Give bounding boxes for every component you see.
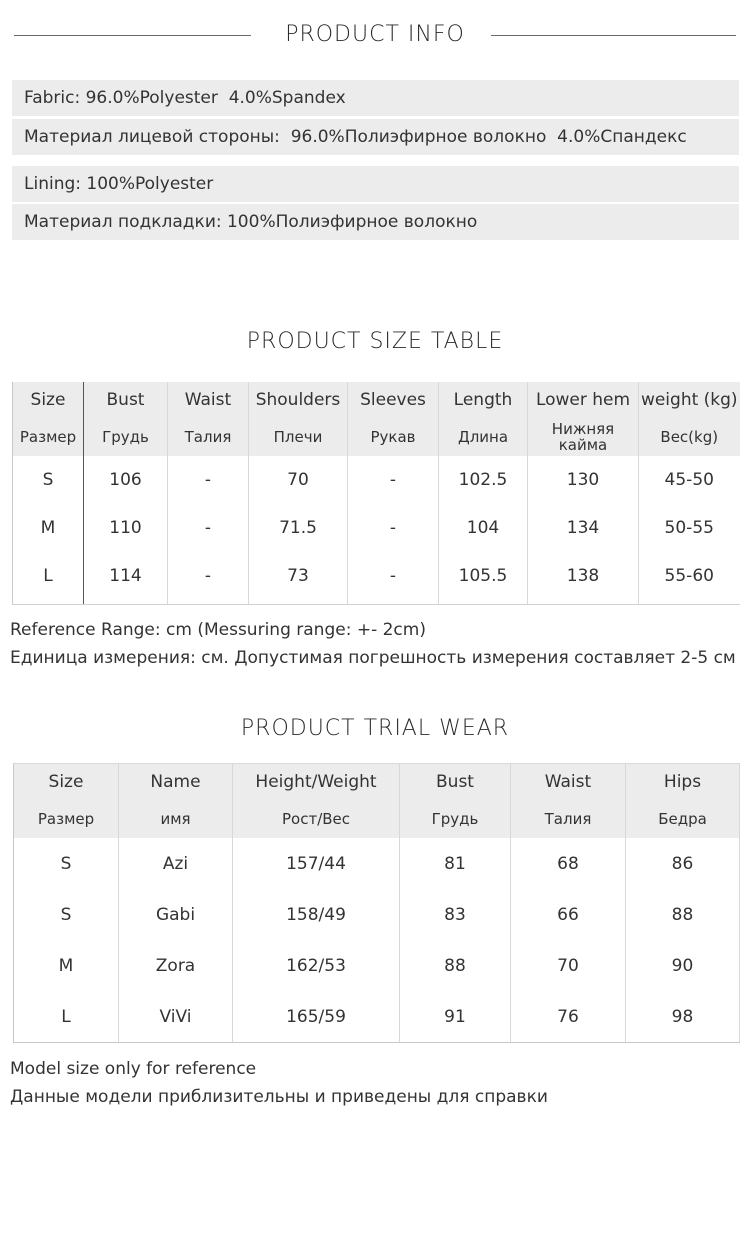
header-lower-hem: Lower hem	[528, 382, 639, 418]
cell: 88	[626, 889, 740, 940]
trial-note-en: Model size only for reference	[10, 1059, 257, 1079]
header-weight: weight (kg)	[639, 382, 740, 418]
header-shoulders: Shoulders	[249, 382, 348, 418]
header-ru-weight: Вес(kg)	[639, 418, 740, 456]
header-ru-lower-hem: Нижняя кайма	[528, 418, 639, 456]
header-bust: Bust	[400, 764, 511, 801]
cell: 104	[439, 504, 528, 552]
product-info-title: PRODUCT INFO	[285, 22, 465, 47]
size-note-ru: Единица измерения: см. Допустимая погрешность измерения составляет 2-5 см	[10, 648, 736, 668]
info-lining-ru-text: Материал подкладки: 100%Полиэфирное волокно	[24, 212, 478, 232]
trial-table-header-ru	[14, 800, 740, 838]
cell: -	[348, 456, 439, 504]
cell: S	[14, 889, 119, 940]
cell: 90	[626, 940, 740, 991]
cell: 70	[249, 456, 348, 504]
size-table-header-en	[13, 382, 740, 418]
cell: 88	[400, 940, 511, 991]
trial-table	[13, 763, 740, 1043]
header-size: Size	[13, 382, 84, 418]
cell: -	[168, 456, 249, 504]
trial-note-ru: Данные модели приблизительны и приведены для справки	[10, 1087, 548, 1107]
header-height-weight: Height/Weight	[233, 764, 400, 801]
trial-table-title: PRODUCT TRIAL WEAR	[240, 716, 510, 741]
header-ru-bust: Грудь	[400, 800, 511, 838]
cell: Gabi	[119, 889, 233, 940]
info-row-fabric-ru	[12, 119, 739, 155]
cell: 134	[528, 504, 639, 552]
cell: L	[13, 552, 84, 600]
header-ru-size: Размер	[14, 800, 119, 838]
cell: 76	[511, 991, 626, 1043]
cell: 45-50	[639, 456, 740, 504]
cell: L	[14, 991, 119, 1043]
header-waist: Waist	[168, 382, 249, 418]
info-fabric-ru-text: Материал лицевой стороны: 96.0%Полиэфирное волокно 4.0%Спандекс	[24, 127, 687, 147]
cell: S	[13, 456, 84, 504]
size-table-header-ru	[13, 418, 740, 456]
table-row	[14, 889, 740, 940]
header-ru-hips: Бедра	[626, 800, 740, 838]
cell: Azi	[119, 838, 233, 889]
size-table-title: PRODUCT SIZE TABLE	[246, 329, 504, 354]
info-row-lining-ru	[12, 204, 739, 240]
cell: ViVi	[119, 991, 233, 1043]
cell: 98	[626, 991, 740, 1043]
cell: 105.5	[439, 552, 528, 600]
table-bottom-spacer	[13, 600, 740, 605]
header-ru-waist: Талия	[511, 800, 626, 838]
cell: 50-55	[639, 504, 740, 552]
header-ru-height-weight: Рост/Вес	[233, 800, 400, 838]
header-ru-sleeves: Рукав	[348, 418, 439, 456]
header-ru-bust: Грудь	[84, 418, 168, 456]
info-row-lining	[12, 166, 739, 202]
cell: 102.5	[439, 456, 528, 504]
trial-table-header-en	[14, 764, 740, 801]
header-ru-waist: Талия	[168, 418, 249, 456]
cell: 68	[511, 838, 626, 889]
header-ru-size: Размер	[13, 418, 84, 456]
cell: 158/49	[233, 889, 400, 940]
cell: 138	[528, 552, 639, 600]
header-name: Name	[119, 764, 233, 801]
cell: 70	[511, 940, 626, 991]
cell: M	[13, 504, 84, 552]
table-row	[13, 552, 740, 600]
cell: M	[14, 940, 119, 991]
table-row	[14, 991, 740, 1043]
cell: 114	[84, 552, 168, 600]
header-bust: Bust	[84, 382, 168, 418]
header-size: Size	[14, 764, 119, 801]
info-row-fabric	[12, 80, 739, 116]
cell: 91	[400, 991, 511, 1043]
cell: 106	[84, 456, 168, 504]
cell: -	[168, 552, 249, 600]
size-note-en: Reference Range: cm (Messuring range: +- 2cm)	[10, 620, 426, 640]
cell: -	[348, 552, 439, 600]
table-row	[14, 940, 740, 991]
cell: -	[348, 504, 439, 552]
cell: Zora	[119, 940, 233, 991]
info-fabric-text: Fabric: 96.0%Polyester 4.0%Spandex	[24, 88, 346, 108]
cell: 162/53	[233, 940, 400, 991]
cell: 110	[84, 504, 168, 552]
cell: -	[168, 504, 249, 552]
cell: 83	[400, 889, 511, 940]
cell: 86	[626, 838, 740, 889]
header-ru-name: имя	[119, 800, 233, 838]
cell: 157/44	[233, 838, 400, 889]
cell: 71.5	[249, 504, 348, 552]
cell: 73	[249, 552, 348, 600]
header-hips: Hips	[626, 764, 740, 801]
table-row	[14, 838, 740, 889]
header-ru-shoulders: Плечи	[249, 418, 348, 456]
header-sleeves: Sleeves	[348, 382, 439, 418]
cell: 81	[400, 838, 511, 889]
header-length: Length	[439, 382, 528, 418]
cell: 66	[511, 889, 626, 940]
size-table	[12, 382, 740, 605]
header-waist: Waist	[511, 764, 626, 801]
table-row	[13, 456, 740, 504]
cell: 165/59	[233, 991, 400, 1043]
info-lining-text: Lining: 100%Polyester	[24, 174, 214, 194]
header-ru-length: Длина	[439, 418, 528, 456]
cell: S	[14, 838, 119, 889]
table-row	[13, 504, 740, 552]
cell: 55-60	[639, 552, 740, 600]
cell: 130	[528, 456, 639, 504]
